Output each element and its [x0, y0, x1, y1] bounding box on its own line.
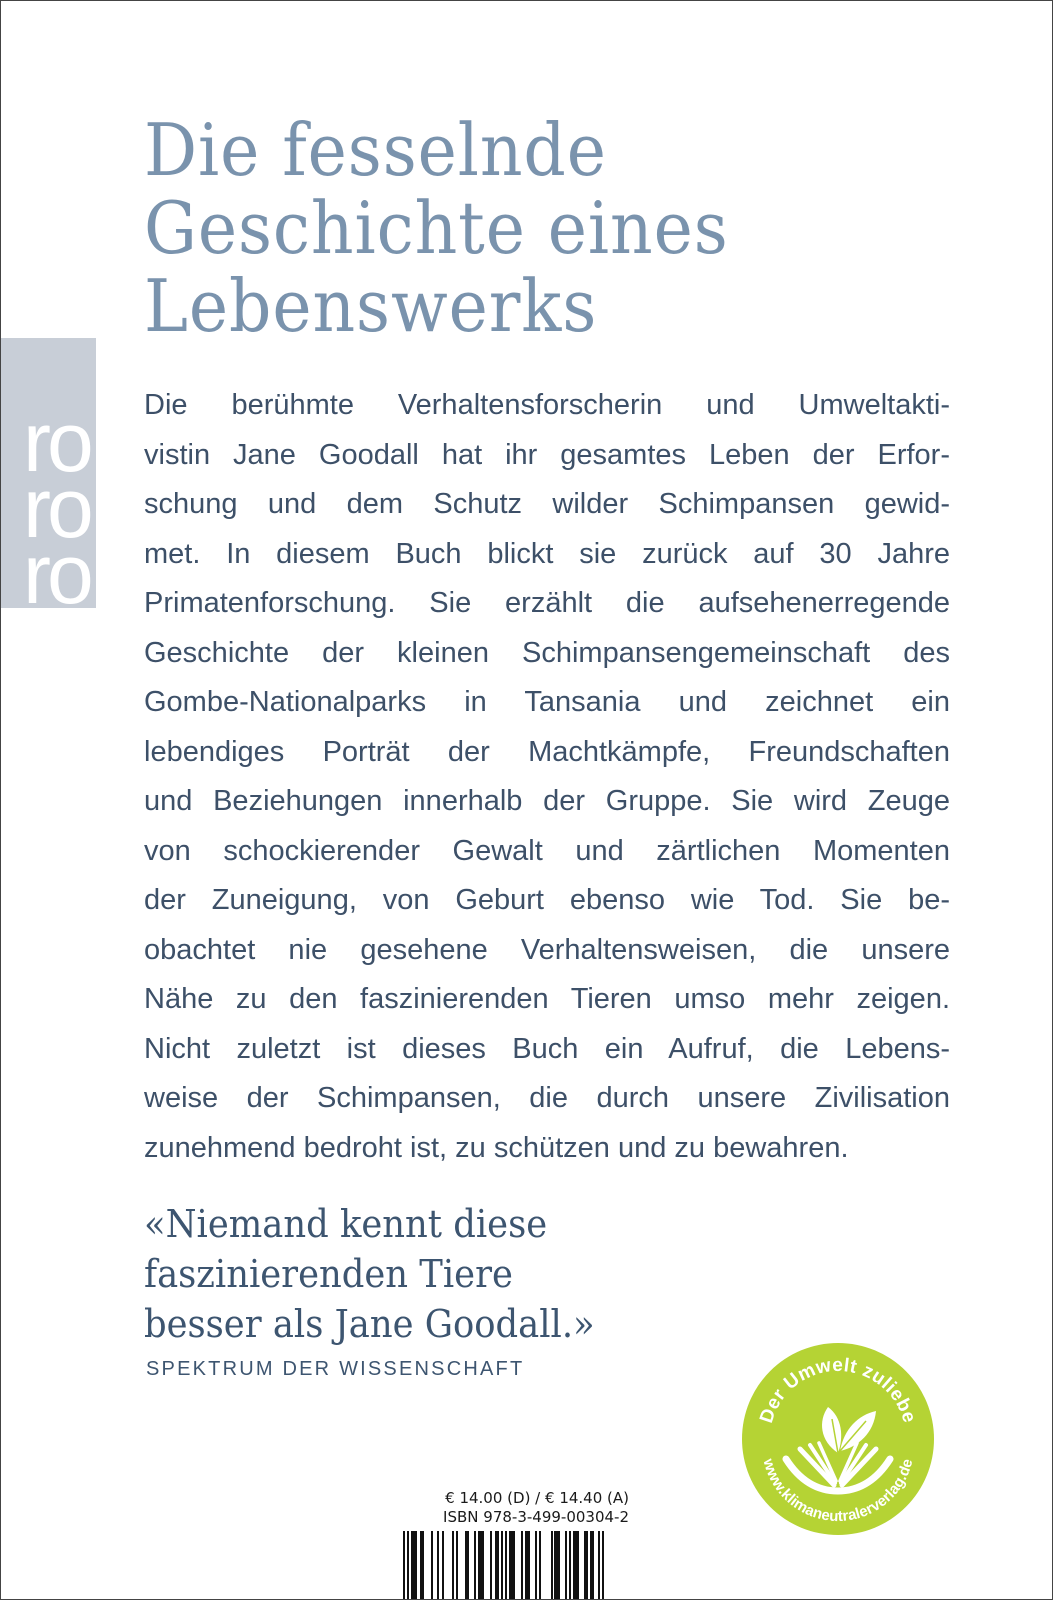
blurb-line: Primatenforschung. Sie erzählt die aufsehenerregende	[144, 587, 950, 619]
blurb-line: und Beziehungen innerhalb der Gruppe. Sie wird Zeuge	[144, 785, 950, 817]
blurb-line: Geschichte der kleinen Schimpansengemeinschaft des	[144, 636, 950, 669]
headline	[144, 108, 898, 348]
blurb-line: obachtet nie gesehene Verhaltensweisen, die unsere	[144, 933, 950, 966]
blurb-line: Die berühmte Verhaltensforscherin und Umweltakti-	[144, 389, 950, 421]
publisher-logo-line: ro	[23, 527, 90, 608]
blurb-line: Gombe-Nationalparks in Tansania und zeichnet ein	[144, 686, 950, 718]
blurb-line: schung und dem Schutz wilder Schimpansen gewid-	[144, 488, 950, 520]
blurb-line: lebendiges Porträt der Machtkämpfe, Freundschaften	[144, 735, 950, 768]
barcode-icon	[403, 1531, 605, 1600]
publisher-logo	[1, 338, 96, 608]
headline-line: Geschichte eines	[144, 186, 729, 270]
quote-source: SPEKTRUM DER WISSENSCHAFT	[146, 1358, 525, 1380]
publisher-logo-line: ro	[23, 395, 90, 489]
price-block	[421, 1489, 629, 1527]
blurb-line: vistin Jane Goodall hat ihr gesamtes Leben der Erfor-	[144, 438, 950, 471]
headline-line: Die fesselnde	[144, 108, 607, 192]
publisher-logo-line: ro	[23, 461, 90, 555]
blurb-line: der Zuneigung, von Geburt ebenso wie Tod. Sie be-	[144, 884, 950, 916]
blurb-line: met. In diesem Buch blickt sie zurück auf 30 Jahre	[144, 537, 950, 570]
quote-line: besser als Jane Goodall.»	[144, 1302, 595, 1346]
eco-badge	[740, 1341, 936, 1537]
review-quote	[144, 1199, 702, 1349]
quote-line: faszinierenden Tiere	[144, 1252, 513, 1296]
blurb-line: zunehmend bedroht ist, zu schützen und zu bewahren.	[144, 1131, 849, 1164]
blurb-line: Nicht zuletzt ist dieses Buch ein Aufruf, die Lebens-	[144, 1032, 950, 1065]
book-with-leaves-icon	[740, 1341, 936, 1537]
eco-badge-top-text: Der Umwelt zuliebe	[756, 1354, 920, 1426]
quote-line: «Niemand kennt diese	[144, 1202, 548, 1246]
blurb-line: Nähe zu den faszinierenden Tieren umso mehr zeigen.	[144, 983, 950, 1015]
headline-line: Lebenswerks	[144, 264, 598, 348]
blurb-line: von schockierender Gewalt und zärtlichen Momenten	[144, 834, 950, 867]
eco-badge-bottom-text: www.klimaneutralerverlag.de	[759, 1456, 917, 1526]
price-text: € 14.00 (D) / € 14.40 (A)	[445, 1489, 629, 1507]
isbn-text: ISBN 978-3-499-00304-2	[443, 1508, 629, 1526]
blurb-text	[144, 381, 950, 1173]
blurb-line: weise der Schimpansen, die durch unsere Zivilisation	[144, 1082, 950, 1114]
